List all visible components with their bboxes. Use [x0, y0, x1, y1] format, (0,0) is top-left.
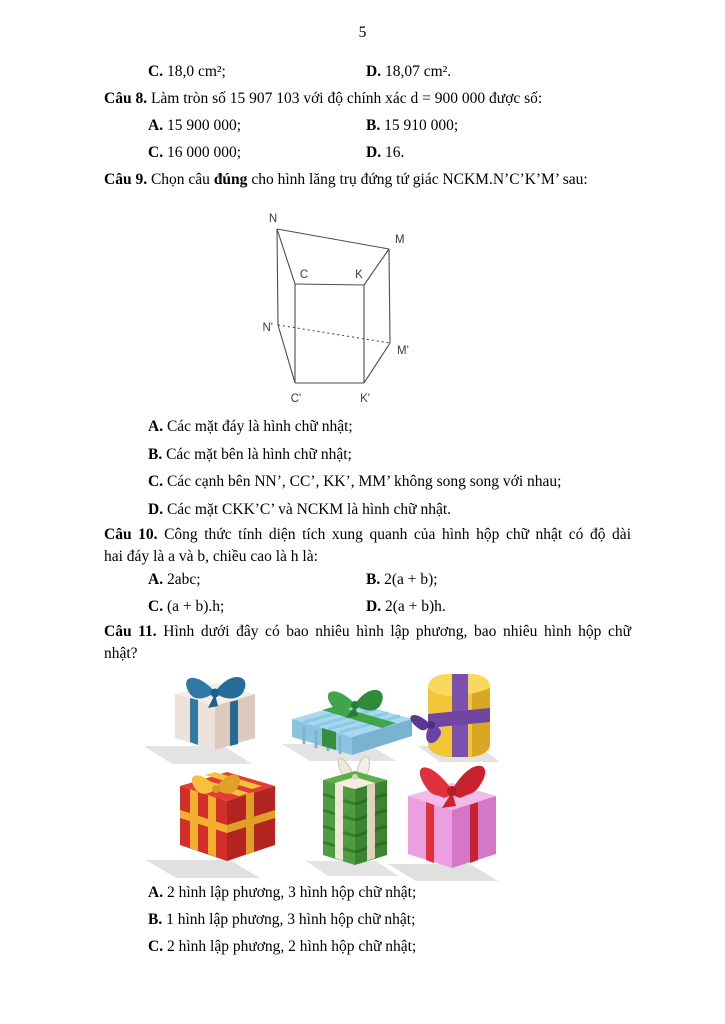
q10-option-d — [366, 596, 446, 617]
vertex-label-n-prime: N' — [262, 322, 273, 334]
option-label: C. — [148, 63, 164, 80]
option-text: (a + b).h; — [166, 598, 225, 615]
vertex-label-m-prime: M' — [397, 345, 409, 357]
question-9-text-post: cho hình lăng trụ đứng tứ giác NCKM.N’C’K’M’ sau: — [251, 171, 588, 188]
option-text: 16 000 000; — [166, 144, 242, 161]
q11-option-c — [148, 936, 416, 957]
q11-option-b — [148, 909, 415, 930]
vertex-label-c: C — [299, 269, 309, 281]
vertex-label-m: M — [395, 234, 405, 246]
option-text: Các cạnh bên NN’, CC’, KK’, MM’ không song song với nhau; — [166, 473, 562, 490]
option-label: A. — [148, 884, 164, 901]
question-10-text-line1: Công thức tính diện tích xung quanh của hình hộp chữ nhật có độ dài — [164, 526, 631, 543]
q9-option-d — [148, 499, 451, 520]
option-label: D. — [366, 598, 382, 615]
q10-option-b — [366, 569, 438, 590]
vertex-label-c-prime: C' — [290, 393, 302, 405]
option-label: C. — [148, 938, 164, 955]
q9-option-a — [148, 416, 353, 437]
q7-option-c — [148, 61, 226, 82]
option-text: 2 hình lập phương, 2 hình hộp chữ nhật; — [166, 938, 417, 955]
question-8-label: Câu 8. — [104, 90, 148, 107]
option-text: Các mặt CKK’C’ và NCKM là hình chữ nhật. — [166, 501, 452, 518]
vertex-label-k: K — [355, 269, 363, 281]
question-10-label: Câu 10. — [104, 526, 158, 543]
option-label: C. — [148, 144, 164, 161]
gift-boxes-figure — [130, 664, 510, 886]
vertex-label-k-prime: K' — [360, 393, 370, 405]
q9-option-b — [148, 444, 352, 465]
question-9-label: Câu 9. — [104, 171, 148, 188]
q8-option-b — [366, 115, 458, 136]
question-9-text-pre: Chọn câu — [150, 171, 210, 188]
question-9-title — [104, 169, 588, 190]
option-text: Các mặt đáy là hình chữ nhật; — [166, 418, 353, 435]
option-label: D. — [148, 501, 164, 518]
q10-option-c — [148, 596, 224, 617]
option-text: 2 hình lập phương, 3 hình hộp chữ nhật; — [166, 884, 417, 901]
gift-green-cream-ribbon — [306, 757, 398, 876]
vertex-label-n: N — [268, 213, 278, 225]
question-8-title — [104, 88, 542, 109]
option-label: B. — [148, 911, 163, 928]
question-10-title-line1 — [104, 524, 631, 545]
option-text: 18,0 cm²; — [166, 63, 226, 80]
prism-figure — [245, 198, 425, 412]
gift-yellow-purple-ribbon — [410, 674, 500, 762]
q8-option-a — [148, 115, 241, 136]
option-label: A. — [148, 571, 164, 588]
q7-option-d — [366, 61, 451, 82]
gift-red-gold-ribbon — [146, 772, 275, 878]
option-label: B. — [366, 117, 381, 134]
option-label: C. — [148, 598, 164, 615]
option-text: 2(a + b)h. — [384, 598, 446, 615]
option-text: 1 hình lập phương, 3 hình hộp chữ nhật; — [166, 911, 416, 928]
q10-option-a — [148, 569, 201, 590]
option-label: D. — [366, 63, 382, 80]
prism-edges — [277, 229, 390, 383]
q9-option-c — [148, 471, 561, 492]
option-text: 15 900 000; — [166, 117, 242, 134]
q8-option-c — [148, 142, 241, 163]
question-9-text-bold: đúng — [213, 171, 248, 188]
question-11-title-line2: nhật? — [104, 645, 138, 662]
question-10-title-line2: hai đáy là a và b, chiều cao là h là: — [104, 548, 318, 565]
page-number: 5 — [358, 24, 367, 41]
option-label: B. — [148, 446, 163, 463]
option-text: 2(a + b); — [384, 571, 438, 588]
gift-pink-red-bow — [388, 766, 498, 881]
option-text: 18,07 cm². — [384, 63, 452, 80]
question-11-title-line1 — [104, 621, 631, 642]
gift-blue-green-ribbon — [282, 690, 412, 761]
question-8-text: Làm tròn số 15 907 103 với độ chính xác d = 900 000 được số: — [150, 90, 543, 107]
option-label: B. — [366, 571, 381, 588]
option-label: D. — [366, 144, 382, 161]
option-text: 15 910 000; — [384, 117, 459, 134]
q8-option-d — [366, 142, 404, 163]
option-label: C. — [148, 473, 164, 490]
question-11-text-line1: Hình dưới đây có bao nhiêu hình lập phương, bao nhiêu hình hộp chữ — [163, 623, 631, 640]
question-11-label: Câu 11. — [104, 623, 157, 640]
option-text: Các mặt bên là hình chữ nhật; — [166, 446, 352, 463]
gift-cream-blue-bow — [144, 677, 255, 764]
option-text: 2abc; — [166, 571, 201, 588]
prism-vertex-labels — [262, 213, 408, 405]
option-label: A. — [148, 418, 164, 435]
option-label: A. — [148, 117, 164, 134]
option-text: 16. — [384, 144, 405, 161]
q11-option-a — [148, 882, 416, 903]
